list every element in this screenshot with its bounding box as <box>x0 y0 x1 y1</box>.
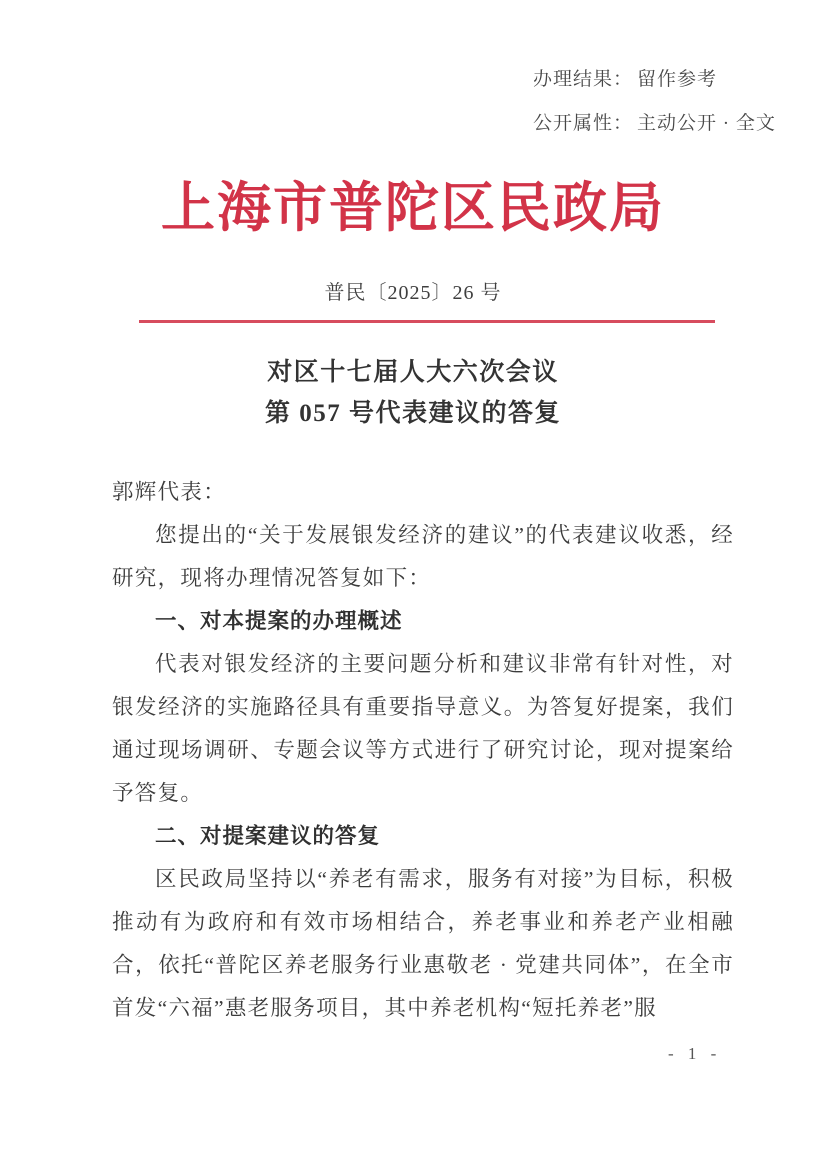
paragraph-intro: 您提出的“关于发展银发经济的建议”的代表建议收悉，经研究，现将办理情况答复如下： <box>112 523 734 590</box>
section-heading-1: 一、对本提案的办理概述 <box>155 609 403 633</box>
salutation: 郭辉代表： <box>112 480 227 504</box>
meta-block <box>533 58 776 146</box>
red-divider-line <box>139 320 715 323</box>
paragraph-section-2: 区民政局坚持以“养老有需求，服务有对接”为目标，积极推动有为政府和有效市场相结合，养老事业和养老产业相融合，依托“普陀区养老服务行业惠敬老 · 党建共同体”，在全市首发“六福”惠老服务项目，其中养老机构“短托养老”服 <box>112 867 734 1020</box>
meta-result-label: 办理结果： <box>533 69 634 90</box>
agency-letterhead-title: 上海市普陀区民政局 <box>161 178 665 238</box>
document-number: 普民〔2025〕26 号 <box>324 282 502 304</box>
meta-publicity-label: 公开属性： <box>533 113 634 134</box>
paragraph-section-1: 代表对银发经济的主要问题分析和建议非常有针对性，对银发经济的实施路径具有重要指导意义。为答复好提案，我们通过现场调研、专题会议等方式进行了研究讨论，现对提案给予答复。 <box>112 652 734 805</box>
page-number: - 1 - <box>668 1044 722 1063</box>
meta-result-value: 留作参考 <box>637 69 718 90</box>
document-title-line1: 对区十七届人大六次会议 <box>267 359 559 386</box>
meta-publicity-value: 主动公开 · 全文 <box>637 113 776 134</box>
meta-publicity-line <box>533 102 776 146</box>
document-title-line2: 第 057 号代表建议的答复 <box>264 400 561 427</box>
section-heading-2: 二、对提案建议的答复 <box>155 824 381 848</box>
meta-result-line <box>533 58 776 102</box>
document-body <box>112 471 734 1030</box>
document-title <box>0 352 826 434</box>
